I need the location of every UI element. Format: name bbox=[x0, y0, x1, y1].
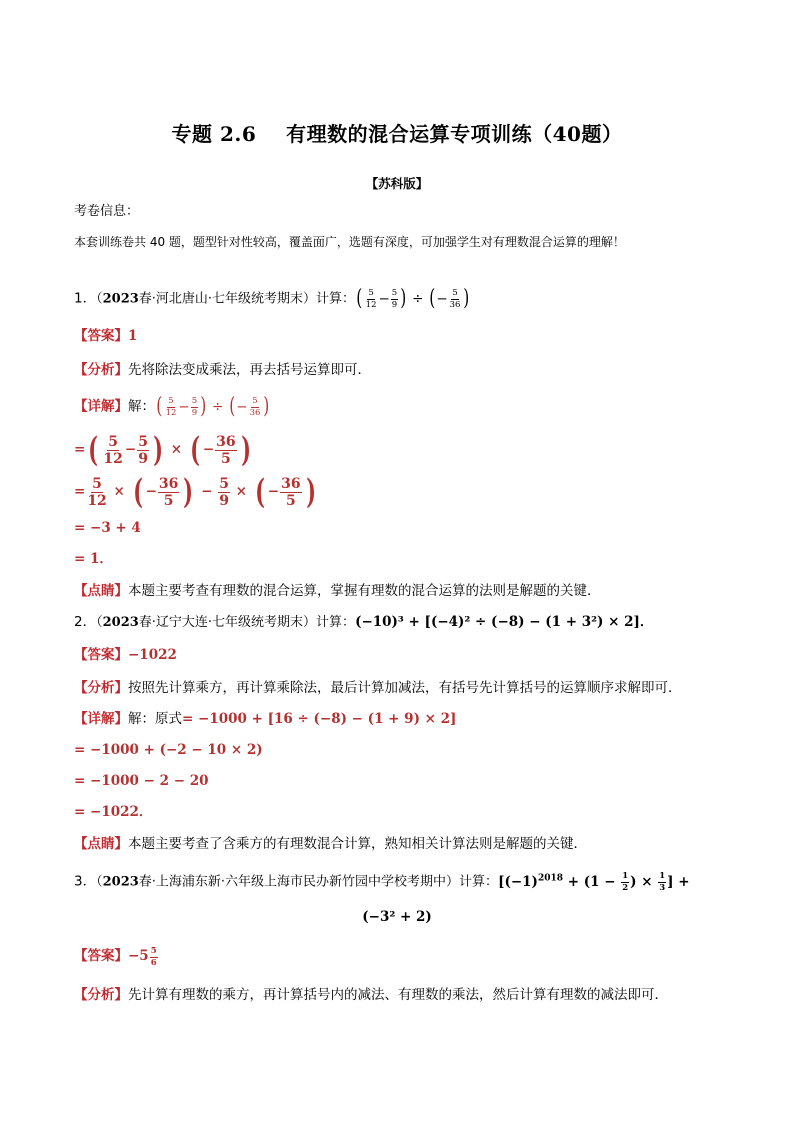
q2-step-3: = −1000 − 2 − 20 bbox=[74, 773, 209, 789]
question-1 bbox=[74, 288, 471, 310]
q1-comment-row bbox=[74, 582, 601, 600]
answer-tag: 【答案】 bbox=[74, 948, 128, 964]
question-source: （2023春·上海浦东新·六年级上海市民办新竹园中学校考期中）计算： bbox=[96, 874, 499, 890]
q2-detail-expression: = −1000 + [16 ÷ (−8) − (1 + 9) × 2] bbox=[182, 711, 457, 727]
q1-comment: 本题主要考查有理数的混合运算，掌握有理数的混合运算的法则是解题的关键． bbox=[128, 583, 601, 599]
q2-analysis-row bbox=[74, 679, 682, 697]
title-suffix: 题） bbox=[581, 122, 623, 146]
q3-analysis-row bbox=[74, 986, 668, 1004]
question-number: 3． bbox=[74, 873, 97, 890]
question-expression: ( $\frac{5}{12}$ − $\frac{5}{9}$ ) ÷ (− $\frac{5}{36}$ ) bbox=[356, 286, 470, 311]
q3-answer: −5 $\frac{5}{6}$ bbox=[128, 946, 157, 968]
question-source: （2023春·辽宁大连·七年级统考期末）计算： bbox=[96, 615, 356, 630]
q2-answer-row bbox=[74, 646, 177, 664]
question-number: 2． bbox=[74, 614, 97, 630]
detail-tag: 【详解】 bbox=[74, 398, 128, 415]
question-3-line-2: (−3² + 2) bbox=[362, 909, 432, 925]
q3-analysis: 先计算有理数的乘方，再计算括号内的减法、有理数的乘法，然后计算有理数的减法即可． bbox=[128, 987, 668, 1003]
q2-analysis: 按照先计算乘方，再计算乘除法，最后计算加减法，有括号先计算括号的运算顺序求解即可． bbox=[128, 680, 682, 696]
q1-step-2: = $\frac{5}{12}$ × ( − $\frac{36}{5}$ ) − $\frac{5}{9}$ × ( − $\frac{36}{5}$ ) bbox=[74, 472, 316, 512]
answer-tag: 【答案】 bbox=[74, 647, 128, 663]
title-prefix: 专题 bbox=[171, 122, 213, 146]
q2-step-4: = −1022． bbox=[74, 804, 153, 820]
q1-step-1: =( $\frac{5}{12}$ − $\frac{5}{9}$ ) × ( − $\frac{36}{5}$ ) bbox=[74, 430, 251, 470]
question-expression: (−10)³ + [(−4)² ÷ (−8) − (1 + 3²) × 2]． bbox=[355, 614, 654, 630]
analysis-tag: 【分析】 bbox=[74, 362, 128, 378]
q2-detail-lead: 解：原式 bbox=[128, 711, 182, 727]
page-title bbox=[0, 118, 794, 147]
q1-analysis-row bbox=[74, 361, 371, 379]
q2-answer: −1022 bbox=[128, 647, 177, 663]
answer-tag: 【答案】 bbox=[74, 328, 128, 344]
question-source: （2023春·河北唐山·七年级统考期末）计算： bbox=[96, 291, 356, 307]
comment-tag: 【点睛】 bbox=[74, 836, 128, 852]
q1-step-4: = 1． bbox=[74, 551, 113, 567]
q3-answer-row bbox=[74, 947, 159, 967]
analysis-tag: 【分析】 bbox=[74, 987, 128, 1003]
q1-detail-row bbox=[74, 396, 271, 418]
question-number: 1． bbox=[74, 290, 97, 307]
info-text: 本套训练卷共 40 题，题型针对性较高，覆盖面广，选题有深度，可加强学生对有理数混合运算的理解！ bbox=[74, 235, 625, 249]
analysis-tag: 【分析】 bbox=[74, 680, 128, 696]
q2-detail-row bbox=[74, 710, 456, 728]
title-main: 有理数的混合运算专项训练（ bbox=[286, 122, 553, 146]
q1-detail-lead: 解： bbox=[128, 398, 155, 415]
info-label: 考卷信息： bbox=[74, 204, 140, 219]
edition-label: 【苏科版】 bbox=[365, 176, 429, 191]
question-3 bbox=[74, 869, 690, 892]
q1-analysis: 先将除法变成乘法，再去括号运算即可． bbox=[128, 362, 371, 378]
comment-tag: 【点睛】 bbox=[74, 583, 128, 599]
question-expression: [$(-1)^{2018} + (1$ − $\frac{1}{2}$ ) × $\frac{1}{3}$ ] + bbox=[498, 871, 690, 893]
question-2 bbox=[74, 613, 653, 632]
detail-tag: 【详解】 bbox=[74, 711, 128, 727]
q2-comment-row bbox=[74, 835, 587, 853]
q1-step-3: = −3 + 4 bbox=[74, 520, 141, 536]
q1-detail-expression: ( $\frac{5}{12}$ − $\frac{5}{9}$ ) ÷ (− $\frac{5}{36}$ ) bbox=[156, 394, 270, 419]
q2-step-2: = −1000 + (−2 − 10 × 2) bbox=[74, 742, 263, 758]
title-number: 2.6 bbox=[219, 122, 257, 146]
q1-answer: 1 bbox=[128, 328, 138, 344]
q2-comment: 本题主要考查了含乘方的有理数混合计算，熟知相关计算法则是解题的关键． bbox=[128, 836, 587, 852]
title-count: 40 bbox=[552, 122, 582, 146]
q1-answer-row bbox=[74, 327, 137, 345]
